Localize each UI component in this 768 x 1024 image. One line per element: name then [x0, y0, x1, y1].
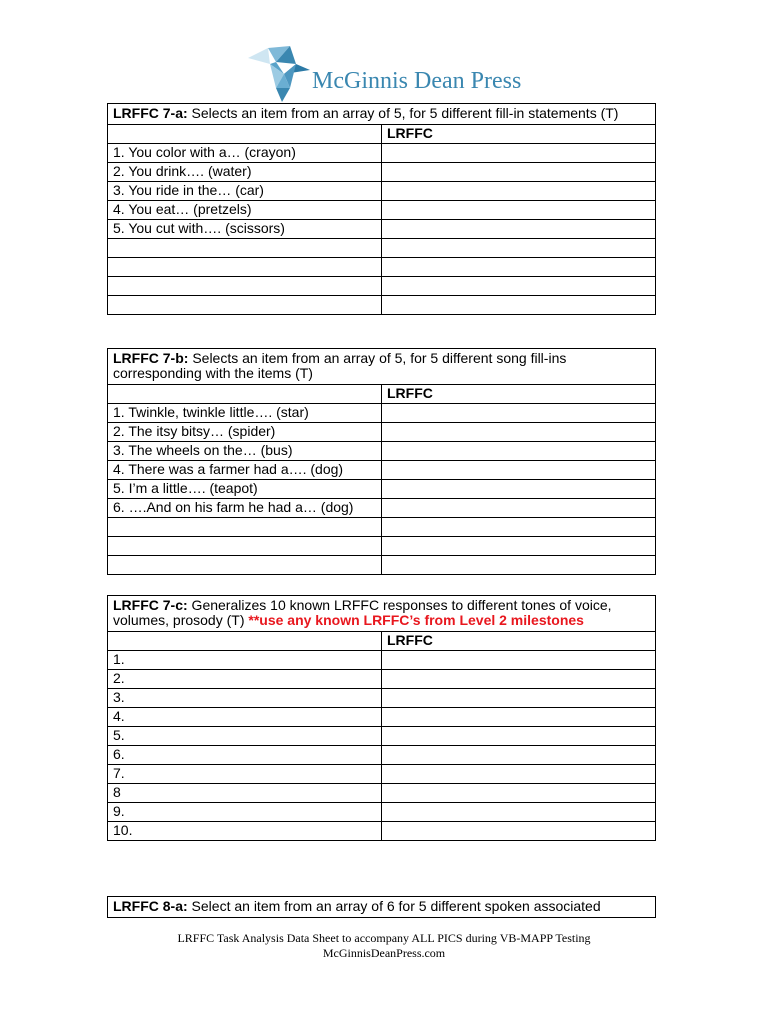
table-row	[108, 708, 656, 727]
table-title	[108, 349, 656, 385]
item-cell[interactable]: 8	[108, 784, 382, 803]
table-row	[108, 239, 656, 258]
task-code: LRFFC 7-c:	[113, 597, 188, 613]
table-row	[108, 689, 656, 708]
item-cell[interactable]: 1.	[108, 651, 382, 670]
table-row	[108, 822, 656, 841]
table-row	[108, 163, 656, 182]
task-code: LRFFC 8-a:	[113, 898, 188, 914]
table-row	[108, 201, 656, 220]
task-description: Selects an item from an array of 5, for 5 different song fill-ins corresponding with the items (T)	[113, 350, 567, 381]
item-cell: 3. The wheels on the… (bus)	[108, 442, 382, 461]
item-cell: 1. Twinkle, twinkle little…. (star)	[108, 404, 382, 423]
table-row	[108, 765, 656, 784]
brand-name: McGinnis Dean Press	[312, 68, 522, 94]
table-title	[108, 897, 656, 918]
data-table-7b	[107, 348, 656, 575]
item-cell: 5. You cut with…. (scissors)	[108, 220, 382, 239]
task-description: Select an item from an array of 6 for 5 different spoken associated	[187, 898, 601, 914]
score-cell[interactable]	[382, 277, 656, 296]
item-cell[interactable]: 9.	[108, 803, 382, 822]
table-title-row	[108, 104, 656, 125]
item-cell[interactable]	[108, 239, 382, 258]
item-cell[interactable]: 7.	[108, 765, 382, 784]
table-title	[108, 596, 656, 632]
item-cell: 5. I’m a little…. (teapot)	[108, 480, 382, 499]
table-title-row	[108, 897, 656, 918]
data-table-7c	[107, 595, 656, 841]
data-table-8a	[107, 896, 656, 918]
score-cell[interactable]	[382, 727, 656, 746]
column-header-row	[108, 125, 656, 144]
header	[0, 40, 768, 104]
item-cell: 4. There was a farmer had a…. (dog)	[108, 461, 382, 480]
column-header-row	[108, 385, 656, 404]
item-cell[interactable]: 4.	[108, 708, 382, 727]
table-row	[108, 784, 656, 803]
table-row	[108, 746, 656, 765]
table-row	[108, 296, 656, 315]
column-header-lrffc: LRFFC	[382, 632, 656, 651]
score-cell[interactable]	[382, 746, 656, 765]
task-code: LRFFC 7-a:	[113, 105, 188, 121]
score-cell[interactable]	[382, 651, 656, 670]
score-cell[interactable]	[382, 765, 656, 784]
table-row	[108, 499, 656, 518]
table-row	[108, 518, 656, 537]
column-header-lrffc: LRFFC	[382, 385, 656, 404]
score-cell[interactable]	[382, 220, 656, 239]
score-cell[interactable]	[382, 708, 656, 727]
score-cell[interactable]	[382, 822, 656, 841]
table-title-row	[108, 596, 656, 632]
item-cell: 1. You color with a… (crayon)	[108, 144, 382, 163]
score-cell[interactable]	[382, 499, 656, 518]
score-cell[interactable]	[382, 163, 656, 182]
table-row	[108, 423, 656, 442]
item-cell: 2. The itsy bitsy… (spider)	[108, 423, 382, 442]
origami-bird-icon	[246, 44, 310, 102]
header-blank-cell	[108, 385, 382, 404]
item-cell[interactable]	[108, 556, 382, 575]
column-header-row	[108, 632, 656, 651]
table-title	[108, 104, 656, 125]
task-note: **use any known LRFFC’s from Level 2 milestones	[248, 612, 584, 628]
score-cell[interactable]	[382, 442, 656, 461]
item-cell[interactable]	[108, 258, 382, 277]
score-cell[interactable]	[382, 258, 656, 277]
table-row	[108, 556, 656, 575]
item-cell[interactable]: 6.	[108, 746, 382, 765]
table-row	[108, 404, 656, 423]
table-row	[108, 144, 656, 163]
table-row	[108, 258, 656, 277]
score-cell[interactable]	[382, 480, 656, 499]
score-cell[interactable]	[382, 518, 656, 537]
score-cell[interactable]	[382, 201, 656, 220]
score-cell[interactable]	[382, 404, 656, 423]
score-cell[interactable]	[382, 670, 656, 689]
column-header-lrffc: LRFFC	[382, 125, 656, 144]
item-cell[interactable]: 10.	[108, 822, 382, 841]
score-cell[interactable]	[382, 239, 656, 258]
task-description: Selects an item from an array of 5, for 5 different fill-in statements (T)	[187, 105, 619, 121]
item-cell: 6. ….And on his farm he had a… (dog)	[108, 499, 382, 518]
item-cell[interactable]: 3.	[108, 689, 382, 708]
score-cell[interactable]	[382, 423, 656, 442]
score-cell[interactable]	[382, 803, 656, 822]
item-cell[interactable]	[108, 296, 382, 315]
table-row	[108, 670, 656, 689]
score-cell[interactable]	[382, 537, 656, 556]
table-row	[108, 537, 656, 556]
task-code: LRFFC 7-b:	[113, 350, 189, 366]
table-row	[108, 461, 656, 480]
table-row	[108, 277, 656, 296]
item-cell[interactable]	[108, 518, 382, 537]
footer-title: LRFFC Task Analysis Data Sheet to accompany ALL PICS during VB-MAPP Testing	[177, 931, 591, 945]
task-description: Generalizes 10 known LRFFC responses to different tones of voice, volumes, prosody (T)	[113, 597, 612, 628]
score-cell[interactable]	[382, 784, 656, 803]
score-cell[interactable]	[382, 144, 656, 163]
item-cell: 3. You ride in the… (car)	[108, 182, 382, 201]
score-cell[interactable]	[382, 182, 656, 201]
table-row	[108, 803, 656, 822]
score-cell[interactable]	[382, 689, 656, 708]
table-row	[108, 651, 656, 670]
header-blank-cell	[108, 125, 382, 144]
item-cell[interactable]	[108, 537, 382, 556]
data-table-7a	[107, 103, 656, 315]
table-row	[108, 442, 656, 461]
score-cell[interactable]	[382, 461, 656, 480]
table-row	[108, 182, 656, 201]
item-cell: 2. You drink…. (water)	[108, 163, 382, 182]
item-cell[interactable]	[108, 277, 382, 296]
score-cell[interactable]	[382, 556, 656, 575]
table-row	[108, 220, 656, 239]
table-row	[108, 480, 656, 499]
item-cell: 4. You eat… (pretzels)	[108, 201, 382, 220]
item-cell[interactable]: 2.	[108, 670, 382, 689]
score-cell[interactable]	[382, 296, 656, 315]
header-blank-cell	[108, 632, 382, 651]
table-row	[108, 727, 656, 746]
item-cell[interactable]: 5.	[108, 727, 382, 746]
table-title-row	[108, 349, 656, 385]
footer-website: McGinnisDeanPress.com	[322, 946, 446, 960]
